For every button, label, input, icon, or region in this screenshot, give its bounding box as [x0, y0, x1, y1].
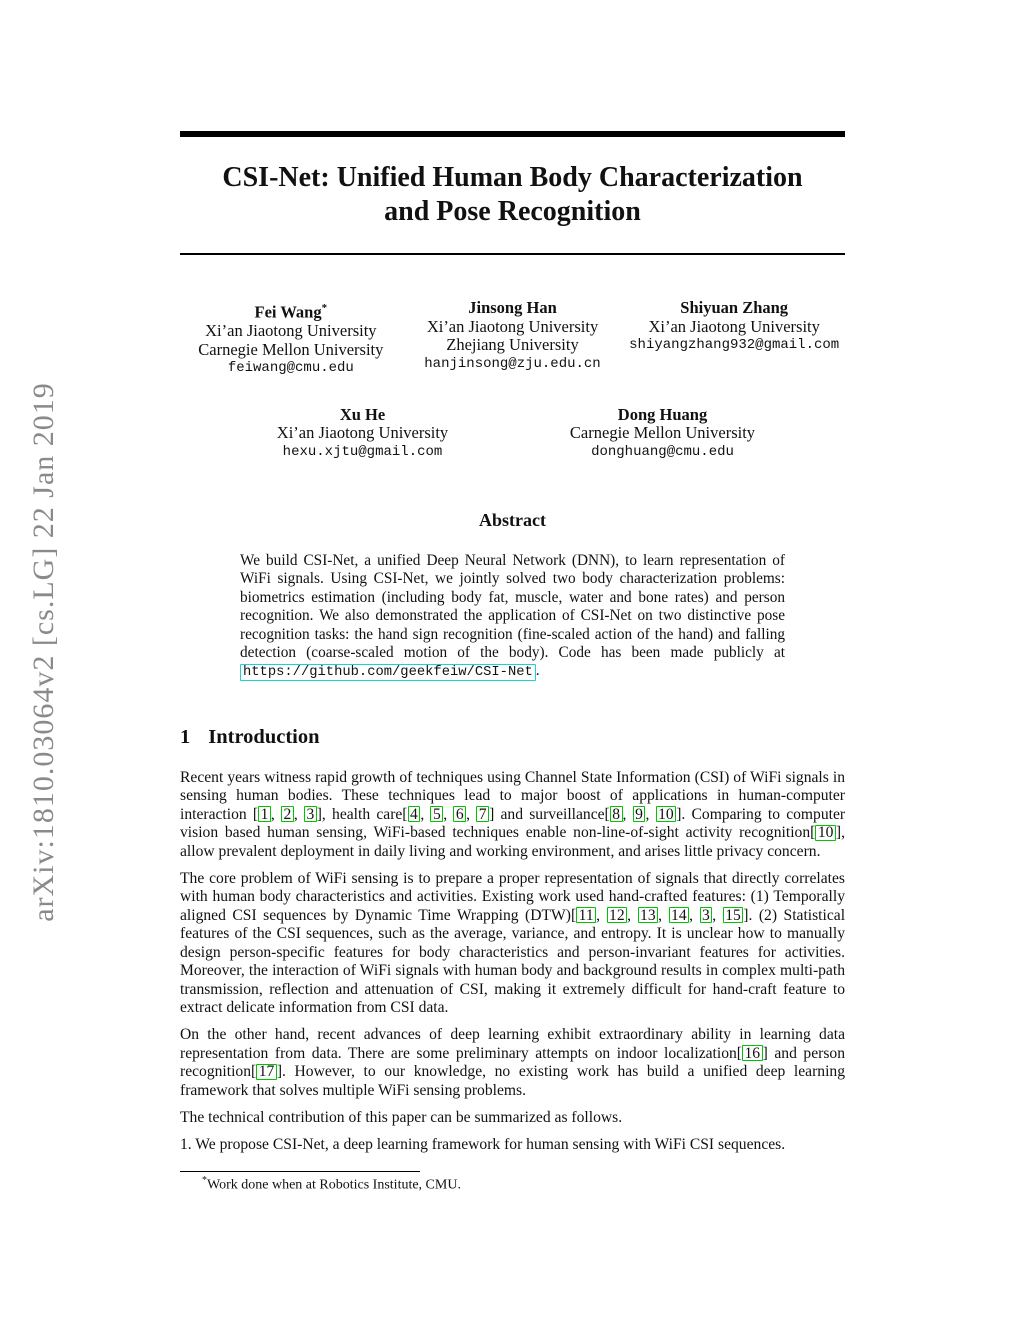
abstract-text: We build CSI-Net, a unified Deep Neural Network (DNN), to learn representation of WiFi signals. Using CSI-Net, we jointly solved two body characterization problems: biometrics estimation (including body fat, muscle, water and bone rates) and person recognition. We also demonstrated the application of CSI-Net on two distinctive pose recognition tasks: the hand sign recognition (fine-scaled action of the hand) and falling detection (coarse-scaled motion of the body). Code has been made publicly at https://github.com/geekfeiw/CSI-Net .	[240, 552, 785, 681]
author-card	[543, 406, 783, 462]
author-name-text: Fei Wang	[254, 302, 322, 322]
arxiv-watermark: arXiv:1810.03064v2 [cs.LG] 22 Jan 2019	[27, 382, 60, 922]
footnote-text: Work done when at Robotics Institute, CMU.	[207, 1178, 461, 1193]
paragraph: The technical contribution of this paper can be summarized as follows.	[180, 1108, 623, 1126]
footnote	[180, 1175, 845, 1194]
citation-link[interactable]: 7	[476, 806, 489, 822]
abstract-heading: Abstract	[479, 510, 546, 530]
title-rule-bottom	[180, 253, 845, 255]
author-card	[402, 299, 624, 378]
author-name	[180, 299, 402, 322]
citation-link[interactable]: 9	[633, 806, 646, 822]
footnote-mark: *	[202, 1175, 207, 1187]
author-affiliation: Zhejiang University	[446, 335, 579, 354]
paragraph: The core problem of WiFi sensing is to prepare a proper representation of signals that directly correlates with human body characteristics and activities. Existing work used hand-crafted features: (1) Temporally aligned CSI sequences by Dynamic Time Wrapping (DTW)[ 11 , 12 , 13 , 14 , 3 , 15 ]. (2) Statistical features of the CSI sequences, such as the average, variance, and entropy. It is unclear how to manually design person-specific features for body characteristics and person-invariant features for activities. Moreover, the interaction of WiFi signals with human body and background results in complex multi-path transmission, reflection and attenuation of CSI, making it extremely difficult for hand-craft feature to extract delicate information from CSI data.	[180, 869, 846, 1017]
author-email: feiwang@cmu.edu	[227, 360, 354, 376]
section-number: 1	[180, 725, 191, 748]
title-rule-top	[180, 131, 845, 137]
section-title: Introduction	[208, 725, 320, 748]
citation-link[interactable]: 3	[700, 907, 713, 923]
author-affiliation: Xi’an Jiaotong University	[276, 423, 449, 442]
author-name: Xu He	[339, 404, 386, 424]
author-email: hexu.xjtu@gmail.com	[282, 443, 443, 460]
author-affiliation: Xi’an Jiaotong University	[426, 316, 599, 336]
paper-title-line2: and Pose Recognition	[384, 196, 641, 227]
paragraph: On the other hand, recent advances of deep learning exhibit extraordinary ability in learning data representation from data. There are some preliminary attempts on indoor localization[ 16 ] and person recognition[ 17 ]. However, to our knowledge, no existing work has build a unified deep learning framework that solves multiple WiFi sensing problems.	[180, 1026, 846, 1099]
author-email: shiyangzhang932@gmail.com	[629, 337, 840, 353]
citation-link[interactable]: 2	[281, 806, 294, 822]
author-affiliation: Xi’an Jiaotong University	[648, 316, 820, 336]
author-name: Dong Huang	[617, 404, 708, 424]
author-email: donghuang@cmu.edu	[591, 443, 734, 460]
author-card	[623, 299, 845, 378]
author-card	[180, 299, 402, 378]
author-affiliation: Carnegie Mellon University	[569, 423, 756, 442]
author-row-1	[180, 299, 845, 378]
citation-link[interactable]: 10	[656, 806, 677, 822]
contribution-list-item: 1. We propose CSI-Net, a deep learning framework for human sensing with WiFi CSI sequences.	[180, 1135, 786, 1153]
author-name: Jinsong Han	[468, 298, 557, 317]
paragraph: Recent years witness rapid growth of techniques using Channel State Information (CSI) of WiFi signals in sensing human bodies. These techniques lead to major boost of applications in human-computer interaction [ 1 , 2 , 3 ], health care[ 4 , 5 , 6 , 7 ] and surveillance[ 8 , 9 , 10 ]. Comparing to computer vision based human sensing, WiFi-based techniques enable non-line-of-sight activity recognition[ 10 ], allow prevalent deployment in daily living and working environment, and arises little privacy concern.	[180, 768, 846, 860]
author-name: Shiyuan Zhang	[680, 298, 789, 317]
citation-link[interactable]: 5	[430, 806, 443, 822]
author-affiliation: Carnegie Mellon University	[198, 339, 384, 359]
citation-link[interactable]: 11	[576, 907, 596, 923]
paper-title	[180, 161, 845, 229]
paper-content	[180, 131, 845, 1194]
citation-link[interactable]: 10	[815, 825, 836, 841]
citation-link[interactable]: 13	[638, 907, 659, 923]
author-footnote-mark: *	[321, 302, 328, 314]
citation-link[interactable]: 4	[408, 806, 421, 822]
author-row-2	[180, 406, 845, 462]
footnote-rule	[180, 1171, 420, 1172]
citation-link[interactable]: 16	[742, 1045, 763, 1061]
section-heading-introduction	[180, 726, 845, 749]
author-affiliation: Xi’an Jiaotong University	[205, 321, 377, 340]
paper-title-line1: CSI-Net: Unified Human Body Characterization	[222, 162, 803, 193]
citation-link[interactable]: 1	[258, 806, 271, 822]
citation-link[interactable]: 8	[610, 806, 623, 822]
citation-link[interactable]: 17	[256, 1064, 277, 1080]
citation-link[interactable]: 14	[669, 907, 690, 923]
citation-link[interactable]: 6	[453, 806, 466, 822]
citation-link[interactable]: 3	[304, 806, 317, 822]
citation-link[interactable]: 12	[607, 907, 628, 923]
author-card	[243, 406, 483, 462]
citation-link[interactable]: 15	[723, 907, 744, 923]
author-email: hanjinsong@zju.edu.cn	[424, 355, 601, 372]
github-url-link[interactable]: https://github.com/geekfeiw/CSI-Net	[240, 664, 536, 681]
